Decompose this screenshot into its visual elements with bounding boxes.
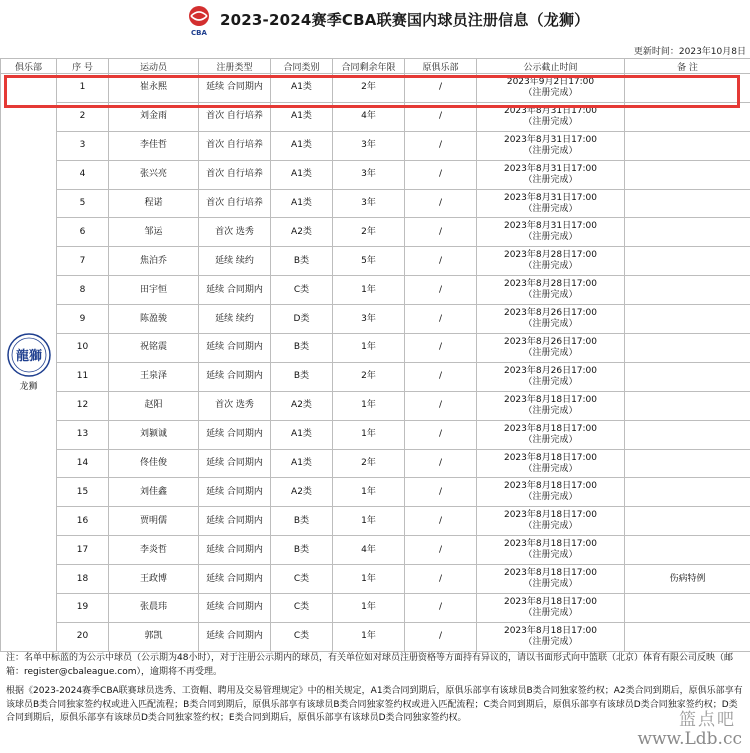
remark: 伤病特例: [625, 565, 750, 594]
deadline-date: 2023年8月18日17:00: [503, 452, 598, 463]
row-number: 14: [57, 449, 109, 478]
contract-years: 5年: [333, 247, 405, 276]
row-number: 7: [57, 247, 109, 276]
table-row: [1, 478, 750, 507]
registration-type: 延续 合同期内: [199, 507, 271, 536]
table-row: [1, 334, 750, 363]
column-header: 合同剩余年限: [333, 59, 405, 74]
registration-type: 延续 合同期内: [199, 334, 271, 363]
row-number: 9: [57, 305, 109, 334]
table-row: [1, 160, 750, 189]
registration-status: （注册完成）: [523, 319, 578, 330]
note-contract-rules: 根据《2023-2024赛季CBA联赛球员选秀、工资帽、聘用及交易管理规定》中的相关规定，A1类合同到期后，原俱乐部享有该球员B类合同独家签约权；A2类合同到期后，原俱乐部享有该球员B类合同独家签约权或进入匹配流程；B类合同到期后，原俱乐部享有该球员B类合同独家签约权或进入匹配流程；C类合同到期后，原俱乐部享有该球员D类合同独家签约权；D类合同到期后，原俱乐部享有该球员D类合同独家签约权；E类合同到期后，原俱乐部享有该球员D类合同独家签约权。: [6, 686, 743, 723]
table-row: [1, 565, 750, 594]
update-time: 更新时间：2023年10月8日: [633, 47, 746, 57]
contract-category: A1类: [271, 74, 333, 103]
original-club: /: [405, 102, 477, 131]
contract-years: 1年: [333, 507, 405, 536]
deadline-date: 2023年8月31日17:00: [503, 105, 598, 116]
row-number: 16: [57, 507, 109, 536]
table-row: [1, 102, 750, 131]
cba-logo-icon: [186, 4, 212, 38]
contract-years: 3年: [333, 305, 405, 334]
row-number: 6: [57, 218, 109, 247]
column-header: 运动员: [109, 59, 199, 74]
deadline-date: 2023年8月18日17:00: [503, 394, 598, 405]
notice-deadline: [477, 334, 625, 363]
contract-category: C类: [271, 622, 333, 651]
remark: [625, 131, 750, 160]
row-number: 19: [57, 594, 109, 623]
player-name: 田宇恒: [109, 276, 199, 305]
row-number: 15: [57, 478, 109, 507]
registration-status: （注册完成）: [523, 550, 578, 561]
notice-deadline: [477, 507, 625, 536]
player-name: 张兴亮: [109, 160, 199, 189]
registration-type: 延续 续约: [199, 247, 271, 276]
remark: [625, 276, 750, 305]
table-row: [1, 594, 750, 623]
page-title: 2023-2024赛季CBA联赛国内球员注册信息（龙狮）: [220, 11, 590, 29]
table-row: [1, 449, 750, 478]
registration-status: （注册完成）: [523, 376, 578, 387]
contract-years: 2年: [333, 362, 405, 391]
registration-status: （注册完成）: [523, 232, 578, 243]
deadline-date: 2023年8月18日17:00: [503, 481, 598, 492]
notice-deadline: [477, 160, 625, 189]
deadline-date: 2023年8月26日17:00: [503, 308, 598, 319]
original-club: /: [405, 276, 477, 305]
row-number: 8: [57, 276, 109, 305]
contract-years: 1年: [333, 334, 405, 363]
column-header: 公示截止时间: [477, 59, 625, 74]
original-club: /: [405, 247, 477, 276]
player-name: 郭凯: [109, 622, 199, 651]
notice-deadline: [477, 478, 625, 507]
registration-status: （注册完成）: [523, 203, 578, 214]
svg-text:龍獅: 龍獅: [15, 348, 42, 364]
contract-category: A1类: [271, 449, 333, 478]
notice-deadline: [477, 594, 625, 623]
row-number: 1: [57, 74, 109, 103]
contract-years: 2年: [333, 218, 405, 247]
deadline-date: 2023年8月18日17:00: [503, 423, 598, 434]
player-name: 王政博: [109, 565, 199, 594]
player-name: 李佳哲: [109, 131, 199, 160]
original-club: /: [405, 391, 477, 420]
page-header: [0, 0, 750, 42]
contract-years: 1年: [333, 565, 405, 594]
table-row: [1, 305, 750, 334]
remark: [625, 391, 750, 420]
contract-category: A1类: [271, 160, 333, 189]
deadline-date: 2023年8月28日17:00: [503, 279, 598, 290]
player-name: 崔永熙: [109, 74, 199, 103]
deadline-date: 2023年8月31日17:00: [503, 163, 598, 174]
registration-type: 首次 选秀: [199, 218, 271, 247]
notice-deadline: [477, 102, 625, 131]
remark: [625, 218, 750, 247]
player-name: 邹运: [109, 218, 199, 247]
contract-years: 3年: [333, 189, 405, 218]
contract-years: 3年: [333, 160, 405, 189]
row-number: 11: [57, 362, 109, 391]
registration-type: 首次 自行培养: [199, 160, 271, 189]
notice-deadline: [477, 420, 625, 449]
row-number: 4: [57, 160, 109, 189]
contract-category: D类: [271, 305, 333, 334]
contract-category: A2类: [271, 218, 333, 247]
watermark-cn: 篮点吧: [679, 710, 736, 730]
deadline-date: 2023年9月2日17:00: [506, 76, 595, 87]
row-number: 13: [57, 420, 109, 449]
remark: [625, 622, 750, 651]
contract-category: B类: [271, 536, 333, 565]
table-row: [1, 276, 750, 305]
player-name: 程诺: [109, 189, 199, 218]
remark: [625, 449, 750, 478]
watermark-url: www.Ldb.cc: [637, 729, 742, 749]
registration-type: 延续 合同期内: [199, 449, 271, 478]
table-row: [1, 536, 750, 565]
deadline-date: 2023年8月26日17:00: [503, 365, 598, 376]
registration-status: （注册完成）: [523, 434, 578, 445]
remark: [625, 420, 750, 449]
notice-deadline: [477, 622, 625, 651]
deadline-date: 2023年8月18日17:00: [503, 596, 598, 607]
registration-type: 首次 自行培养: [199, 189, 271, 218]
original-club: /: [405, 420, 477, 449]
contract-years: 4年: [333, 102, 405, 131]
table-row: [1, 391, 750, 420]
player-name: 赵阳: [109, 391, 199, 420]
player-name: 张晨玮: [109, 594, 199, 623]
contract-category: A1类: [271, 102, 333, 131]
remark: [625, 334, 750, 363]
player-name: 贾明儒: [109, 507, 199, 536]
deadline-date: 2023年8月18日17:00: [503, 568, 598, 579]
registration-type: 首次 自行培养: [199, 131, 271, 160]
player-name: 刘金雨: [109, 102, 199, 131]
notice-deadline: [477, 74, 625, 103]
registration-status: （注册完成）: [523, 116, 578, 127]
club-name: 龙狮: [19, 381, 38, 392]
table-row: [1, 362, 750, 391]
deadline-date: 2023年8月18日17:00: [503, 539, 598, 550]
original-club: /: [405, 160, 477, 189]
registration-status: （注册完成）: [523, 347, 578, 358]
column-header: 合同类别: [271, 59, 333, 74]
contract-years: 1年: [333, 420, 405, 449]
registration-status: （注册完成）: [523, 463, 578, 474]
contract-years: 1年: [333, 594, 405, 623]
deadline-date: 2023年8月31日17:00: [503, 221, 598, 232]
player-name: 陈盈骏: [109, 305, 199, 334]
player-name: 王泉泽: [109, 362, 199, 391]
contract-years: 1年: [333, 276, 405, 305]
registration-type: 延续 合同期内: [199, 276, 271, 305]
contract-category: B类: [271, 507, 333, 536]
original-club: /: [405, 622, 477, 651]
deadline-date: 2023年8月28日17:00: [503, 250, 598, 261]
column-header: 注册类型: [199, 59, 271, 74]
row-number: 5: [57, 189, 109, 218]
table-row: [1, 507, 750, 536]
contract-category: A2类: [271, 391, 333, 420]
registration-status: （注册完成）: [523, 174, 578, 185]
remark: [625, 189, 750, 218]
contract-category: A1类: [271, 131, 333, 160]
table-row: [1, 131, 750, 160]
deadline-date: 2023年8月26日17:00: [503, 336, 598, 347]
contract-years: 2年: [333, 449, 405, 478]
notice-deadline: [477, 247, 625, 276]
remark: [625, 102, 750, 131]
original-club: /: [405, 507, 477, 536]
original-club: /: [405, 449, 477, 478]
row-number: 10: [57, 334, 109, 363]
svg-text:CBA: CBA: [191, 29, 207, 37]
original-club: /: [405, 74, 477, 103]
registration-status: （注册完成）: [523, 607, 578, 618]
column-header: 序 号: [57, 59, 109, 74]
contract-category: A1类: [271, 420, 333, 449]
registration-type: 延续 续约: [199, 305, 271, 334]
column-header: 备 注: [625, 59, 750, 74]
notice-deadline: [477, 305, 625, 334]
player-name: 刘佳鑫: [109, 478, 199, 507]
notice-deadline: [477, 362, 625, 391]
registration-type: 延续 合同期内: [199, 420, 271, 449]
contract-category: A2类: [271, 478, 333, 507]
notice-deadline: [477, 449, 625, 478]
note-public-notice: 注：名单中标蓝的为公示中球员（公示期为48小时），对于注册公示期内的球员，有关单位如对球员注册资格等方面持有异议的，请以书面形式向中篮联（北京）体育有限公司反映（邮箱：register@cbaleague.com），逾期将不再受理。: [6, 653, 733, 677]
registration-status: （注册完成）: [523, 290, 578, 301]
registration-status: （注册完成）: [523, 261, 578, 272]
contract-category: C类: [271, 565, 333, 594]
row-number: 3: [57, 131, 109, 160]
deadline-date: 2023年8月31日17:00: [503, 134, 598, 145]
registration-type: 延续 合同期内: [199, 594, 271, 623]
remark: [625, 160, 750, 189]
contract-years: 1年: [333, 391, 405, 420]
contract-years: 3年: [333, 131, 405, 160]
contract-category: C类: [271, 594, 333, 623]
original-club: /: [405, 218, 477, 247]
original-club: /: [405, 189, 477, 218]
original-club: /: [405, 131, 477, 160]
notice-deadline: [477, 218, 625, 247]
registration-status: （注册完成）: [523, 636, 578, 647]
remark: [625, 305, 750, 334]
contract-years: 4年: [333, 536, 405, 565]
registration-status: （注册完成）: [523, 492, 578, 503]
original-club: /: [405, 536, 477, 565]
club-cell: [1, 74, 57, 652]
original-club: /: [405, 305, 477, 334]
row-number: 17: [57, 536, 109, 565]
notice-deadline: [477, 391, 625, 420]
registration-status: （注册完成）: [523, 87, 578, 98]
table-row: [1, 189, 750, 218]
registration-type: 延续 合同期内: [199, 565, 271, 594]
deadline-date: 2023年8月31日17:00: [503, 192, 598, 203]
player-name: 佟佳俊: [109, 449, 199, 478]
registration-type: 延续 合同期内: [199, 536, 271, 565]
contract-category: B类: [271, 362, 333, 391]
registration-status: （注册完成）: [523, 145, 578, 156]
registration-type: 延续 合同期内: [199, 74, 271, 103]
original-club: /: [405, 565, 477, 594]
contract-years: 1年: [333, 622, 405, 651]
remark: [625, 594, 750, 623]
player-name: 刘颍诚: [109, 420, 199, 449]
player-name: 焦泊乔: [109, 247, 199, 276]
registration-status: （注册完成）: [523, 405, 578, 416]
remark: [625, 478, 750, 507]
registration-status: （注册完成）: [523, 521, 578, 532]
table-row: [1, 74, 750, 103]
player-name: 祝铭震: [109, 334, 199, 363]
contract-category: B类: [271, 247, 333, 276]
registration-type: 首次 选秀: [199, 391, 271, 420]
table-header-row: [1, 59, 750, 74]
column-header: 俱乐部: [1, 59, 57, 74]
notice-deadline: [477, 536, 625, 565]
club-badge-icon: [6, 332, 52, 378]
remark: [625, 74, 750, 103]
remark: [625, 507, 750, 536]
remark: [625, 247, 750, 276]
row-number: 2: [57, 102, 109, 131]
remark: [625, 536, 750, 565]
notice-deadline: [477, 189, 625, 218]
row-number: 12: [57, 391, 109, 420]
original-club: /: [405, 362, 477, 391]
column-header: 原俱乐部: [405, 59, 477, 74]
registration-type: 延续 合同期内: [199, 478, 271, 507]
player-name: 李炎哲: [109, 536, 199, 565]
table-row: [1, 247, 750, 276]
registration-type: 首次 自行培养: [199, 102, 271, 131]
registration-type: 延续 合同期内: [199, 362, 271, 391]
notice-deadline: [477, 276, 625, 305]
table-row: [1, 622, 750, 651]
registration-status: （注册完成）: [523, 579, 578, 590]
table-row: [1, 420, 750, 449]
deadline-date: 2023年8月18日17:00: [503, 625, 598, 636]
player-registration-table: [0, 58, 750, 652]
original-club: /: [405, 594, 477, 623]
remark: [625, 362, 750, 391]
contract-category: A1类: [271, 189, 333, 218]
table-row: [1, 218, 750, 247]
original-club: /: [405, 334, 477, 363]
notice-deadline: [477, 565, 625, 594]
watermark: [622, 705, 742, 749]
row-number: 18: [57, 565, 109, 594]
notice-deadline: [477, 131, 625, 160]
contract-years: 1年: [333, 478, 405, 507]
contract-years: 2年: [333, 74, 405, 103]
contract-category: B类: [271, 334, 333, 363]
contract-category: C类: [271, 276, 333, 305]
original-club: /: [405, 478, 477, 507]
registration-type: 延续 合同期内: [199, 622, 271, 651]
row-number: 20: [57, 622, 109, 651]
deadline-date: 2023年8月18日17:00: [503, 510, 598, 521]
